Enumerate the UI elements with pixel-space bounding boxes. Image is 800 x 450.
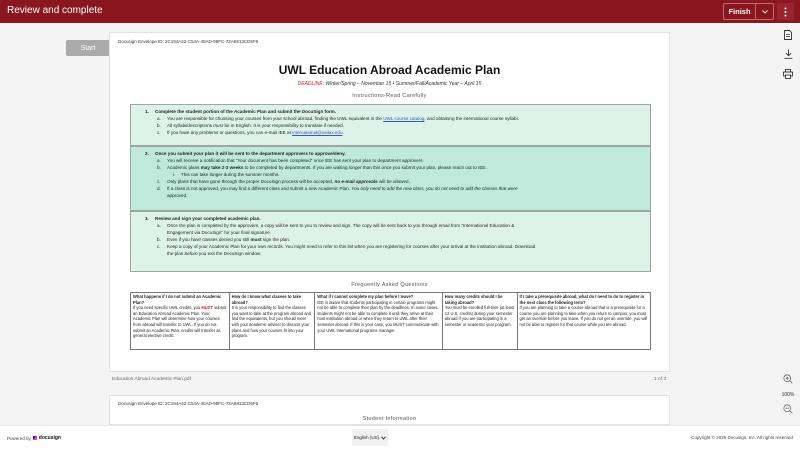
step-2-heading: 2. Once you submit your plan it will be sent to the department approvers to approve/deny. bbox=[145, 151, 346, 156]
zoom-out-icon bbox=[783, 404, 793, 414]
faq-cell: How many credits should I be taking abroad? You must be enrolled full-time (at least 12 U.S. credits) during your semester abroad if you are participating in a semester or academic year program. bbox=[443, 293, 518, 349]
step-2d-cont: approved. bbox=[167, 193, 188, 198]
document-icon-button[interactable] bbox=[782, 29, 794, 41]
step-2b: b. Academic plans may take 2-3 weeks to be completed by departments. If you are waiting longer than this once you submit your plan, please reach out to IEE. bbox=[157, 165, 487, 170]
print-icon bbox=[783, 69, 793, 79]
footer bbox=[0, 425, 800, 450]
more-vertical-icon bbox=[784, 7, 787, 17]
deadline-label: DEADLINE bbox=[297, 81, 323, 87]
instructions-heading: Instructions-Read Carefully bbox=[352, 93, 427, 99]
download-icon bbox=[784, 49, 793, 59]
page-title: Review and complete bbox=[7, 5, 103, 16]
step-1b: b. All syllabi/descriptions must be in English. It is your responsibility to translate if needed. bbox=[157, 123, 344, 128]
file-name: Education Abroad Academic Plan.pdf bbox=[112, 377, 191, 382]
deadline-text: : Winter/Spring – November 15 • Summer/Fall/Academic Year – April 15 bbox=[322, 81, 482, 87]
deadline-line bbox=[110, 81, 669, 87]
download-button[interactable] bbox=[782, 48, 794, 60]
chevron-down-icon bbox=[762, 10, 768, 14]
step-1c: c. If you have any problems or questions, you can e-mail IEE at international@uwlax.edu. bbox=[157, 130, 344, 135]
course-catalog-link[interactable]: UWL course catalog bbox=[383, 116, 425, 121]
language-selector[interactable]: English (US) bbox=[352, 429, 388, 446]
step-1-heading: 1. Complete the student portion of the Academic Plan and submit the DocuSign form. bbox=[145, 109, 337, 114]
zoom-in-icon bbox=[783, 374, 793, 384]
page-count: 1 of 3 bbox=[654, 377, 667, 382]
step-3c-cont: the plan before you exit the DocuSign window. bbox=[167, 251, 262, 256]
faq-cell: If I take a prerequisite abroad, what do I need to do to register in the next class the following term? If you are planning to take a course abroad that is a prerequisite for a course you are planning to take when you return to campus, you must get an override before you leave. If you do not get an override, you will not be able to register for that course while you are abroad. bbox=[519, 294, 648, 327]
document-icon bbox=[784, 30, 792, 40]
zoom-in-button[interactable] bbox=[782, 373, 794, 385]
step-1-box bbox=[130, 104, 651, 146]
email-link[interactable]: international@uwlax.edu bbox=[292, 130, 343, 135]
more-options-button[interactable] bbox=[777, 3, 794, 20]
faq-cell: What happens if I do not submit an Academic Plan? If you need specific UWL credits, you MUST submit an Education Abroad Academic Plan. Your Academic Plan will determine how your courses from abroad will transfer to UWL. If you do not submit an Academic Plan, credits will transfer as general elective credit. bbox=[131, 293, 230, 349]
powered-by: Powered by docusign bbox=[7, 435, 61, 441]
copyright: Copyright © 2025 Docusign, Inc. All rights reserved bbox=[691, 435, 793, 440]
document-title: UWL Education Abroad Academic Plan bbox=[278, 63, 501, 77]
chevron-down-icon bbox=[381, 436, 386, 440]
step-2-box bbox=[130, 146, 651, 211]
student-information-heading: Student Information bbox=[362, 416, 417, 422]
brand-name: docusign bbox=[38, 435, 61, 441]
step-3a-cont: Engagement via DocuSign" for your final signature. bbox=[167, 230, 272, 235]
faq-table bbox=[130, 292, 651, 350]
envelope-id: Docusign Envelope ID: 2C194A42-C54A-40AD-98FC-72A9813CD5F6 bbox=[118, 401, 259, 406]
step-3-box bbox=[130, 211, 651, 272]
docusign-logo-icon bbox=[33, 436, 37, 440]
step-3c: c. Keep a copy of your Academic Plan for your own records. You might need to refer to this list when you are registering for courses after your arrival at the institution abroad. Download bbox=[157, 244, 536, 249]
document-page-2 bbox=[109, 395, 670, 425]
step-2b-i: i. This can take longer during the summer months. bbox=[173, 172, 280, 177]
step-2d: d. If a class is not approved, you may find a different class and submit a new Academic Plan. You only need to add the new class, you do not need to add the classes that were bbox=[157, 186, 518, 191]
document-page-1 bbox=[109, 32, 670, 372]
step-3a: a. Once the plan is completed by the approvers, a copy will be sent to you to review and sign. The copy will be sent back to you through email from "International Education & bbox=[157, 223, 515, 228]
step-2a: a. You will receive a notification that "Your document has been completed" once IEE has sent your plan to department approvers. bbox=[157, 158, 424, 163]
step-2c: c. Only plans that have gone through the proper DocuSign process will be accepted, no e-mail approvals will be allowed. bbox=[157, 179, 410, 184]
faq-cell: How do I know what classes to take abroad? It is your responsibility to find the classes you want to take at the program abroad and find the equivalents, but you should meet with your academic adviser to discuss your plans and how your courses fit into your program. bbox=[230, 293, 316, 349]
start-button[interactable]: Start bbox=[66, 40, 110, 56]
envelope-id: Docusign Envelope ID: 2C194A42-C54A-40AD-98FC-72A9813CD5F6 bbox=[118, 39, 259, 44]
step-3b: b. Even if you have classes denied you still must sign the plan. bbox=[157, 237, 291, 242]
print-button[interactable] bbox=[782, 68, 794, 80]
step-3-heading: 3. Review and sign your completed academic plan. bbox=[145, 216, 261, 221]
faq-cell: What if I cannot complete my plan before I leave? IEE is aware that students participating in certain programs might not be able to complete their plan by the deadlines. In some cases, students might not be able to complete it until they arrive at their host institution abroad or when they return to UWL after their semester abroad. If this is your case, you MUST communicate with your UWL International programs manager. bbox=[315, 293, 443, 349]
top-bar bbox=[0, 0, 800, 23]
zoom-level: 100% bbox=[781, 392, 795, 398]
finish-button-group bbox=[723, 3, 774, 20]
finish-options-button[interactable] bbox=[756, 4, 773, 19]
faq-heading: Frequently Asked Questions bbox=[351, 282, 428, 288]
step-1a: a. You are responsible for choosing your courses from your school abroad, finding the UWL equivalent in the UWL course catalog, and obtaining the international course syllabi. bbox=[157, 116, 519, 121]
zoom-out-button[interactable] bbox=[782, 403, 794, 415]
finish-button[interactable]: Finish bbox=[724, 4, 756, 19]
